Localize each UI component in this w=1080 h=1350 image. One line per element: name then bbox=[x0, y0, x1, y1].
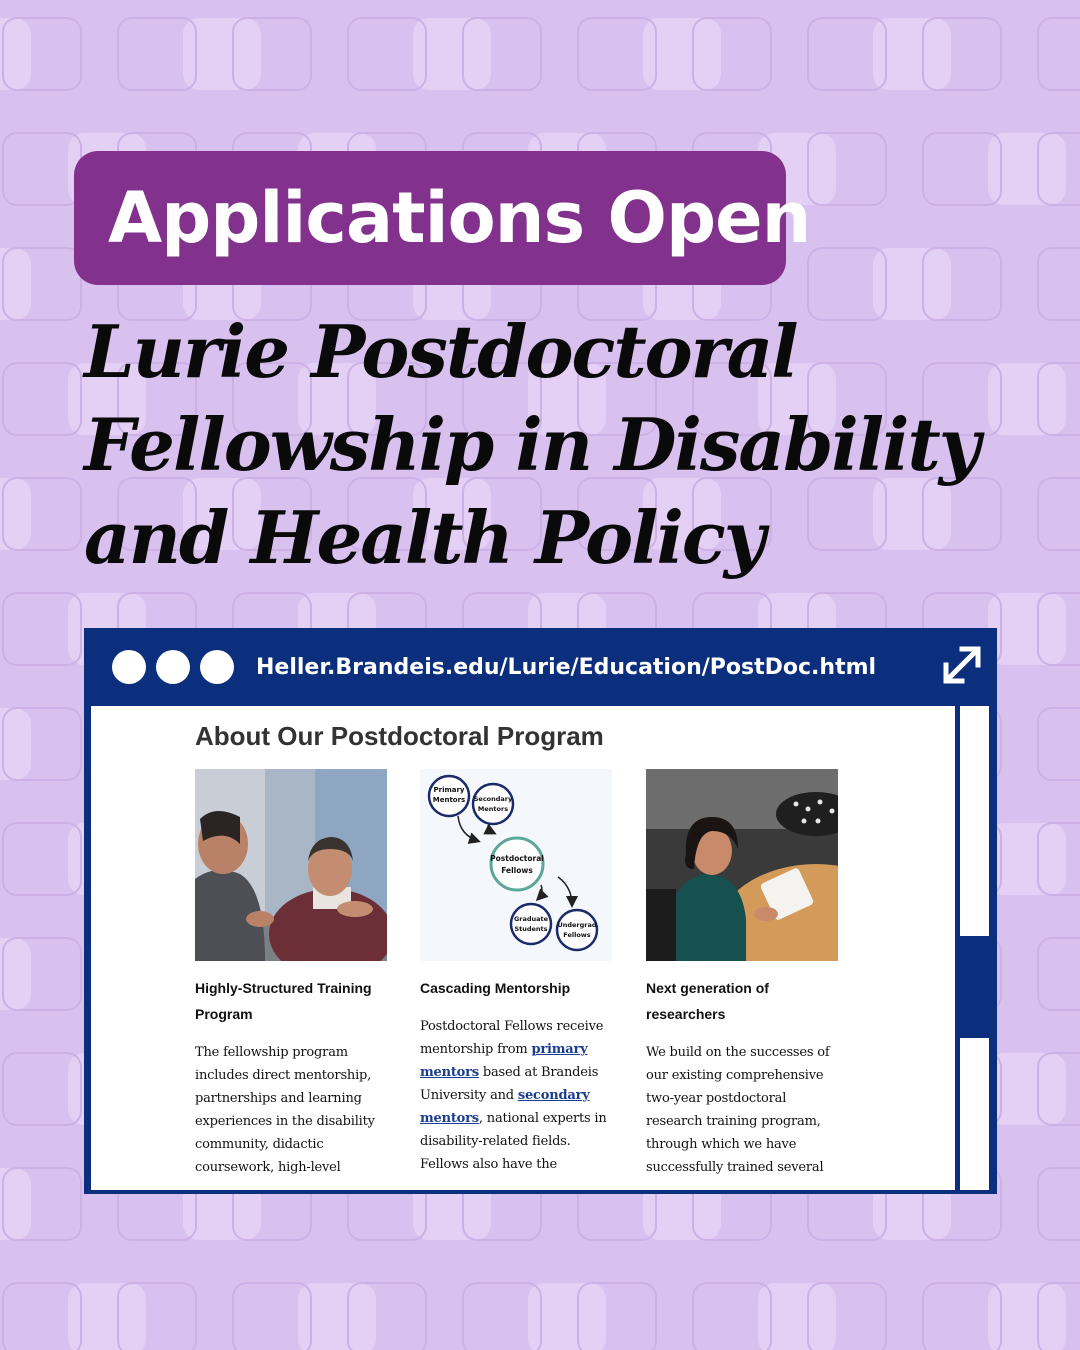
diagram-label: Postdoctoral bbox=[490, 854, 544, 863]
diagram-label: Fellows bbox=[563, 931, 591, 939]
window-control-dot[interactable] bbox=[156, 650, 190, 684]
section-title: About Our Postdoctoral Program bbox=[195, 721, 604, 751]
diagram-label: Graduate bbox=[513, 915, 549, 923]
diagram-node-graduate bbox=[511, 904, 551, 944]
card-heading: Highly-Structured Training Program bbox=[195, 980, 372, 1022]
mentorship-diagram bbox=[420, 769, 612, 961]
window-control-dot[interactable] bbox=[112, 650, 146, 684]
body-text: based at Brandeis University and bbox=[420, 1065, 599, 1103]
card-body: The fellowship program includes direct mentorship, partnerships and learning experiences in the disability community, didactic coursework, high-level bbox=[195, 1045, 375, 1175]
program-card-next-generation bbox=[646, 769, 841, 1179]
program-card-training bbox=[195, 769, 390, 1179]
diagram-node-secondary bbox=[473, 784, 513, 824]
scrollbar-thumb[interactable] bbox=[960, 936, 989, 1038]
diagram-label: Fellows bbox=[501, 866, 533, 875]
card-heading: Next generation of researchers bbox=[646, 980, 769, 1022]
window-control-dot[interactable] bbox=[200, 650, 234, 684]
fellowship-title bbox=[84, 305, 1044, 584]
expand-icon[interactable] bbox=[938, 641, 986, 689]
body-text: Postdoctoral Fellows receive mentorship from bbox=[420, 1019, 604, 1057]
diagram-label: Undergrad bbox=[557, 921, 597, 929]
card-heading: Cascading Mentorship bbox=[420, 980, 571, 996]
applications-open-badge: Applications Open bbox=[74, 151, 786, 285]
body-text: , national experts in disability-related fields. Fellows also have the bbox=[420, 1111, 607, 1172]
title-line-1: Lurie Postdoctoral bbox=[84, 309, 797, 394]
title-line-2: Fellowship in Disability bbox=[84, 402, 979, 487]
diagram-node-postdoc bbox=[490, 838, 544, 890]
diagram-node-primary bbox=[429, 776, 469, 816]
address-bar-url[interactable]: Heller.Brandeis.edu/Lurie/Education/PostDoc.html bbox=[256, 655, 877, 680]
diagram-label: Secondary bbox=[473, 795, 513, 803]
diagram-label: Mentors bbox=[432, 796, 466, 804]
browser-window bbox=[84, 628, 997, 1194]
diagram-node-undergrad bbox=[557, 910, 597, 950]
program-card-mentorship bbox=[420, 769, 615, 1176]
diagram-label: Students bbox=[514, 925, 548, 933]
primary-mentors-link[interactable]: primary mentors bbox=[420, 1042, 588, 1080]
card-body bbox=[420, 1015, 615, 1176]
student-drawing-photo bbox=[646, 769, 838, 961]
mentors-conversation-photo bbox=[195, 769, 387, 961]
diagram-label: Primary bbox=[433, 786, 465, 794]
diagram-label: Mentors bbox=[477, 805, 509, 813]
page-viewport bbox=[91, 706, 955, 1190]
secondary-mentors-link[interactable]: secondary mentors bbox=[420, 1088, 590, 1126]
card-body: We build on the successes of our existing comprehensive two-year postdoctoral research training program, through which we have successfully trained several bbox=[646, 1045, 830, 1175]
title-line-3: and Health Policy bbox=[84, 495, 764, 580]
